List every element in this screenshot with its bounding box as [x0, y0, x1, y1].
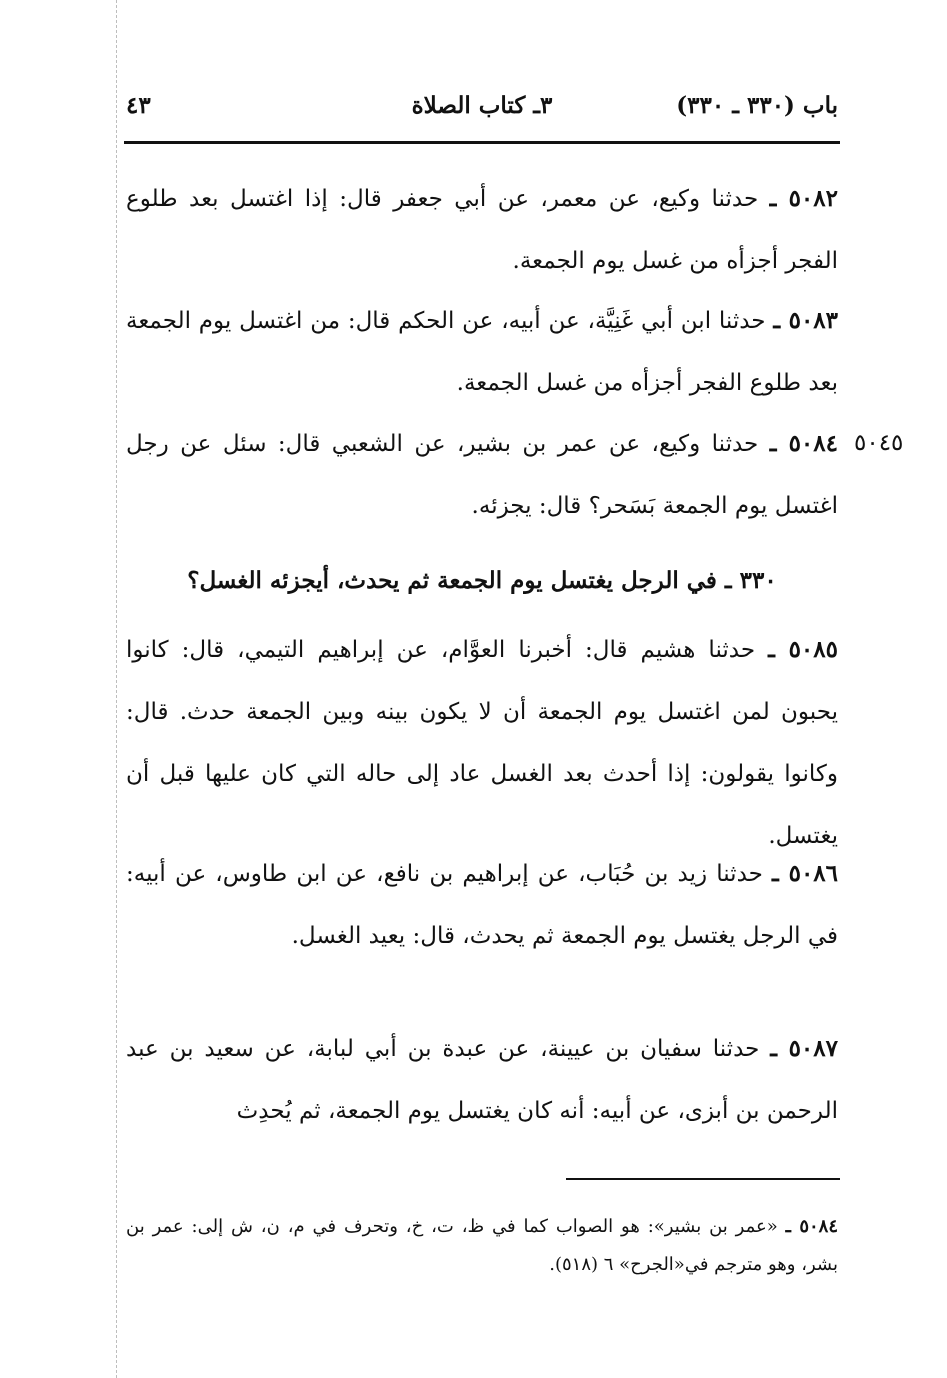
margin-hadith-number: ٥٠٤٥: [854, 430, 904, 456]
footnote-text: «عمر بن بشير»: هو الصواب كما في ظ، ت، خ، وتحرف في م، ن، ش إلى: عمر بن بشر، وهو مترجم في«الجرح» ٦ (٥١٨).: [126, 1216, 838, 1275]
hadith-number: ٥٠٨٢ ـ: [769, 185, 838, 212]
page-number: ٤٣: [126, 92, 151, 119]
footnote-number: ٥٠٨٤ ـ: [785, 1216, 838, 1237]
gutter-dashed-line: [116, 0, 117, 1378]
running-header: [126, 92, 838, 132]
chapter-range: باب (٣٣٠ ـ ٣٣٠): [676, 92, 838, 119]
hadith-number: ٥٠٨٣ ـ: [773, 307, 839, 334]
header-rule: [124, 141, 840, 144]
hadith-text: حدثنا ابن أبي غَنِيَّة، عن أبيه، عن الحكم قال: من اغتسل يوم الجمعة بعد طلوع الفجر أجزأه من غسل الجمعة.: [126, 308, 838, 396]
hadith-number: ٥٠٨٥ ـ: [768, 636, 838, 663]
hadith-text: حدثنا هشيم قال: أخبرنا العوَّام، عن إبراهيم التيمي، قال: كانوا يحبون لمن اغتسل يوم الجمعة أن لا يكون بينه وبين الجمعة حدث. قال: وكانوا يقولون: إذا أحدث بعد الغسل عاد إلى حاله التي كان عليها قبل أن يغتسل.: [126, 637, 838, 849]
book-title: ٣ـ كتاب الصلاة: [411, 92, 553, 119]
hadith-paragraph-5087: [126, 1018, 838, 1142]
hadith-text: حدثنا وكيع، عن عمر بن بشير، عن الشعبي قال: سئل عن رجل اغتسل يوم الجمعة بَسَحر؟ قال: يجزئه.: [126, 431, 838, 519]
hadith-number: ٥٠٨٤ ـ: [769, 430, 838, 457]
hadith-number: ٥٠٨٦ ـ: [772, 860, 839, 887]
hadith-paragraph-5082: [126, 168, 838, 292]
hadith-paragraph-5083: [126, 290, 838, 414]
footnote-rule: [566, 1178, 840, 1180]
hadith-text: حدثنا وكيع، عن معمر، عن أبي جعفر قال: إذا اغتسل بعد طلوع الفجر أجزأه من غسل يوم الجمعة.: [126, 186, 838, 274]
hadith-text: حدثنا زيد بن حُبَاب، عن إبراهيم بن نافع، عن ابن طاوس، عن أبيه: في الرجل يغتسل يوم الجمعة ثم يحدث، قال: يعيد الغسل.: [126, 861, 838, 949]
section-heading: ٣٣٠ ـ في الرجل يغتسل يوم الجمعة ثم يحدث، أيجزئه الغسل؟: [187, 567, 777, 594]
hadith-paragraph-5086: [126, 843, 838, 967]
hadith-paragraph-5084: [126, 413, 838, 537]
footnote: [126, 1208, 838, 1284]
hadith-text: حدثنا سفيان بن عيينة، عن عبدة بن أبي لبابة، عن سعيد بن عبد الرحمن بن أبزى، عن أبيه: أنه كان يغتسل يوم الجمعة، ثم يُحدِث: [126, 1036, 838, 1124]
hadith-number: ٥٠٨٧ ـ: [770, 1035, 838, 1062]
hadith-paragraph-5085: [126, 619, 838, 867]
